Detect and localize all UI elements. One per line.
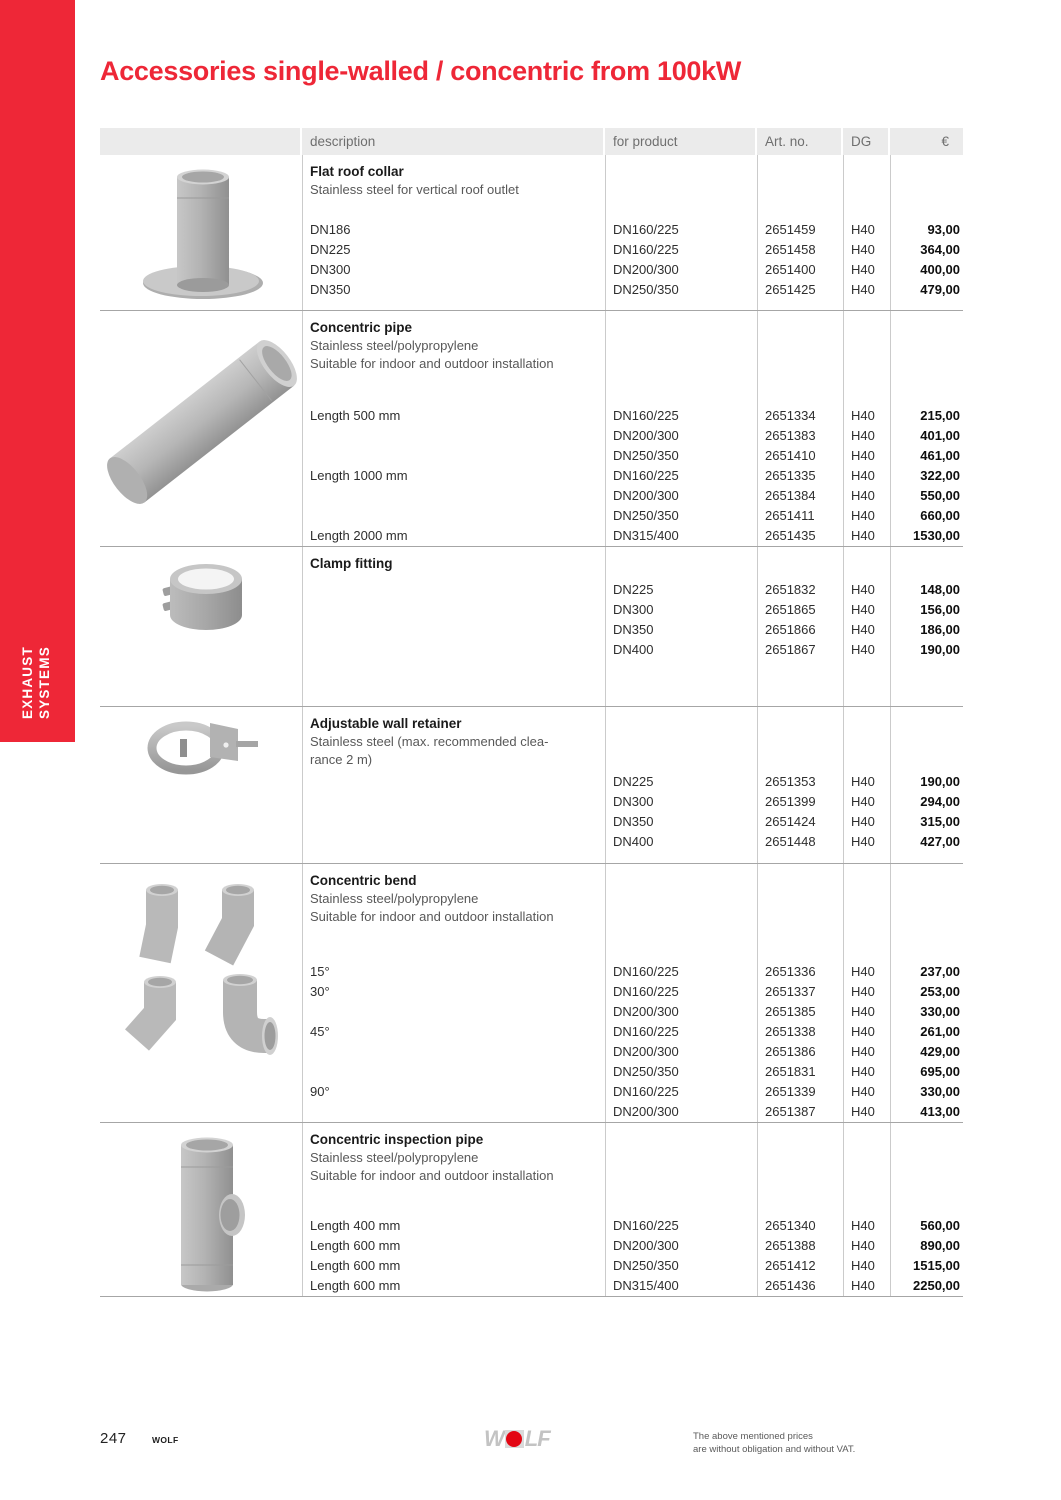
row-dg: H40 xyxy=(851,1238,875,1253)
row-art-no: 2651385 xyxy=(765,1004,816,1019)
row-dg: H40 xyxy=(851,984,875,999)
row-art-no: 2651436 xyxy=(765,1278,816,1293)
table-row xyxy=(302,220,963,240)
row-price: 560,00 xyxy=(920,1218,960,1233)
table-section xyxy=(100,706,963,863)
row-for-product: DN400 xyxy=(613,642,654,657)
row-price: 479,00 xyxy=(920,282,960,297)
row-for-product: DN315/400 xyxy=(613,528,679,543)
row-dg: H40 xyxy=(851,814,875,829)
row-description xyxy=(302,446,605,466)
row-art-no: 2651399 xyxy=(765,794,816,809)
row-price: 190,00 xyxy=(920,774,960,789)
row-art-no: 2651831 xyxy=(765,1064,816,1079)
row-description xyxy=(302,772,605,792)
table-row xyxy=(302,1236,963,1256)
row-description xyxy=(302,1042,605,1062)
row-dg: H40 xyxy=(851,262,875,277)
row-dg: H40 xyxy=(851,488,875,503)
row-art-no: 2651400 xyxy=(765,262,816,277)
header-description: description xyxy=(302,128,605,155)
row-price: 1515,00 xyxy=(913,1258,960,1273)
row-price: 413,00 xyxy=(920,1104,960,1119)
row-description: 45° xyxy=(310,1024,330,1039)
row-for-product: DN315/400 xyxy=(613,1278,679,1293)
row-description xyxy=(302,506,605,526)
row-for-product: DN400 xyxy=(613,834,654,849)
table-row xyxy=(302,1042,963,1062)
row-art-no: 2651384 xyxy=(765,488,816,503)
row-for-product: DN200/300 xyxy=(613,262,679,277)
row-description: DN350 xyxy=(310,282,351,297)
row-price: 186,00 xyxy=(920,622,960,637)
header-euro: € xyxy=(890,128,963,155)
row-art-no: 2651388 xyxy=(765,1238,816,1253)
row-description xyxy=(302,640,605,660)
product-image-concentric-bend xyxy=(100,864,302,1071)
row-description xyxy=(302,1002,605,1022)
row-price: 890,00 xyxy=(920,1238,960,1253)
section-head xyxy=(302,1123,963,1216)
row-art-no: 2651386 xyxy=(765,1044,816,1059)
row-dg: H40 xyxy=(851,528,875,543)
table-row xyxy=(302,466,963,486)
row-description: DN300 xyxy=(310,262,351,277)
row-description: DN225 xyxy=(310,242,351,257)
row-price: 253,00 xyxy=(920,984,960,999)
product-table xyxy=(100,128,963,1297)
table-row xyxy=(302,260,963,280)
section-subtitle: Stainless steel for vertical roof outlet xyxy=(310,182,519,197)
row-dg: H40 xyxy=(851,834,875,849)
row-price: 427,00 xyxy=(920,834,960,849)
section-subtitle: Suitable for indoor and outdoor installation xyxy=(310,1167,554,1183)
logo-letters-lf: LF xyxy=(524,1426,550,1451)
section-title: Flat roof collar xyxy=(310,164,404,179)
row-price: 1530,00 xyxy=(913,528,960,543)
row-dg: H40 xyxy=(851,1024,875,1039)
section-title: Adjustable wall retainer xyxy=(310,716,462,731)
row-price: 93,00 xyxy=(927,222,960,237)
row-for-product: DN250/350 xyxy=(613,448,679,463)
row-for-product: DN200/300 xyxy=(613,1104,679,1119)
row-art-no: 2651340 xyxy=(765,1218,816,1233)
row-price: 695,00 xyxy=(920,1064,960,1079)
row-description xyxy=(302,620,605,640)
row-price: 429,00 xyxy=(920,1044,960,1059)
table-header-row xyxy=(100,128,963,155)
row-description: Length 2000 mm xyxy=(310,528,408,543)
table-row xyxy=(302,1082,963,1102)
row-art-no: 2651387 xyxy=(765,1104,816,1119)
row-dg: H40 xyxy=(851,774,875,789)
section-subtitle: Suitable for indoor and outdoor installation xyxy=(310,908,554,924)
row-price: 330,00 xyxy=(920,1084,960,1099)
row-for-product: DN225 xyxy=(613,582,654,597)
row-dg: H40 xyxy=(851,602,875,617)
row-dg: H40 xyxy=(851,1044,875,1059)
row-dg: H40 xyxy=(851,794,875,809)
page-number: 247 xyxy=(100,1430,127,1447)
row-description: Length 500 mm xyxy=(310,408,401,423)
row-dg: H40 xyxy=(851,1218,875,1233)
row-dg: H40 xyxy=(851,582,875,597)
sidebar-label-line1: EXHAUST xyxy=(20,646,35,719)
row-dg: H40 xyxy=(851,964,875,979)
table-row xyxy=(302,240,963,260)
table-row xyxy=(302,406,963,426)
row-art-no: 2651337 xyxy=(765,984,816,999)
row-description xyxy=(302,792,605,812)
table-row xyxy=(302,1062,963,1082)
table-row xyxy=(302,620,963,640)
sidebar-tab xyxy=(0,0,75,742)
row-description: Length 1000 mm xyxy=(310,468,408,483)
row-for-product: DN200/300 xyxy=(613,1238,679,1253)
row-art-no: 2651832 xyxy=(765,582,816,597)
row-price: 2250,00 xyxy=(913,1278,960,1293)
row-for-product: DN200/300 xyxy=(613,1004,679,1019)
row-dg: H40 xyxy=(851,468,875,483)
section-head xyxy=(302,547,963,580)
section-title: Concentric pipe xyxy=(310,320,413,335)
table-row xyxy=(302,1276,963,1296)
table-body xyxy=(100,155,963,1297)
table-section xyxy=(100,310,963,546)
row-description: 30° xyxy=(310,984,330,999)
row-for-product: DN160/225 xyxy=(613,222,679,237)
row-for-product: DN160/225 xyxy=(613,964,679,979)
section-title: Concentric inspection pipe xyxy=(310,1132,484,1147)
section-head xyxy=(302,707,963,772)
section-subtitle: Stainless steel/polypropylene xyxy=(310,338,479,353)
row-art-no: 2651867 xyxy=(765,642,816,657)
row-description xyxy=(302,1062,605,1082)
logo-letter-w: W xyxy=(484,1426,504,1451)
row-art-no: 2651353 xyxy=(765,774,816,789)
row-for-product: DN250/350 xyxy=(613,1064,679,1079)
table-row xyxy=(302,1216,963,1236)
table-row xyxy=(302,1102,963,1122)
row-dg: H40 xyxy=(851,1004,875,1019)
row-art-no: 2651424 xyxy=(765,814,816,829)
table-row xyxy=(302,792,963,812)
row-art-no: 2651339 xyxy=(765,1084,816,1099)
row-dg: H40 xyxy=(851,1258,875,1273)
section-title: Concentric bend xyxy=(310,873,417,888)
row-dg: H40 xyxy=(851,428,875,443)
row-art-no: 2651411 xyxy=(765,508,815,523)
row-art-no: 2651410 xyxy=(765,448,816,463)
row-dg: H40 xyxy=(851,622,875,637)
table-row xyxy=(302,772,963,792)
table-row xyxy=(302,446,963,466)
product-image-flat-roof-collar xyxy=(100,155,302,310)
row-for-product: DN200/300 xyxy=(613,488,679,503)
table-row xyxy=(302,580,963,600)
row-description xyxy=(302,812,605,832)
row-dg: H40 xyxy=(851,242,875,257)
row-for-product: DN250/350 xyxy=(613,508,679,523)
row-for-product: DN350 xyxy=(613,814,654,829)
row-price: 156,00 xyxy=(920,602,960,617)
row-for-product: DN160/225 xyxy=(613,408,679,423)
table-row xyxy=(302,982,963,1002)
row-price: 364,00 xyxy=(920,242,960,257)
section-subtitle: Stainless steel/polypropylene xyxy=(310,1150,479,1165)
row-art-no: 2651338 xyxy=(765,1024,816,1039)
section-title: Clamp fitting xyxy=(310,556,393,571)
row-price: 261,00 xyxy=(920,1024,960,1039)
row-description: Length 600 mm xyxy=(310,1238,401,1253)
row-for-product: DN160/225 xyxy=(613,1084,679,1099)
table-row xyxy=(302,962,963,982)
row-for-product: DN200/300 xyxy=(613,428,679,443)
row-price: 215,00 xyxy=(920,408,960,423)
row-description: Length 600 mm xyxy=(310,1278,401,1293)
row-description xyxy=(302,832,605,852)
row-dg: H40 xyxy=(851,222,875,237)
section-head xyxy=(302,311,963,406)
row-price: 190,00 xyxy=(920,642,960,657)
row-description xyxy=(302,1102,605,1122)
row-for-product: DN160/225 xyxy=(613,1024,679,1039)
row-dg: H40 xyxy=(851,282,875,297)
table-section xyxy=(100,863,963,1122)
section-subtitle: Suitable for indoor and outdoor installation xyxy=(310,355,554,371)
product-image-inspection-pipe xyxy=(100,1123,302,1300)
row-art-no: 2651459 xyxy=(765,222,816,237)
section-subtitle: Stainless steel (max. recommended clea- xyxy=(310,734,549,749)
row-art-no: 2651334 xyxy=(765,408,816,423)
row-description: Length 600 mm xyxy=(310,1258,401,1273)
row-price: 322,00 xyxy=(920,468,960,483)
row-for-product: DN160/225 xyxy=(613,1218,679,1233)
table-row xyxy=(302,1022,963,1042)
product-image-concentric-pipe xyxy=(100,311,302,522)
row-for-product: DN160/225 xyxy=(613,242,679,257)
row-dg: H40 xyxy=(851,408,875,423)
row-price: 330,00 xyxy=(920,1004,960,1019)
row-for-product: DN160/225 xyxy=(613,468,679,483)
row-description: 15° xyxy=(310,964,330,979)
row-dg: H40 xyxy=(851,642,875,657)
row-description xyxy=(302,600,605,620)
row-art-no: 2651336 xyxy=(765,964,816,979)
header-art-no: Art. no. xyxy=(757,128,843,155)
price-disclaimer-line2: are without obligation and without VAT. xyxy=(693,1443,856,1455)
row-dg: H40 xyxy=(851,1064,875,1079)
product-image-wall-retainer xyxy=(100,707,302,782)
table-row xyxy=(302,812,963,832)
table-section xyxy=(100,1122,963,1296)
row-for-product: DN250/350 xyxy=(613,1258,679,1273)
row-for-product: DN300 xyxy=(613,602,654,617)
table-section xyxy=(100,155,963,310)
section-head xyxy=(302,155,963,220)
sidebar-label xyxy=(19,629,55,719)
row-for-product: DN160/225 xyxy=(613,984,679,999)
row-description xyxy=(302,486,605,506)
row-art-no: 2651412 xyxy=(765,1258,816,1273)
row-dg: H40 xyxy=(851,1278,875,1293)
row-for-product: DN225 xyxy=(613,774,654,789)
row-price: 315,00 xyxy=(920,814,960,829)
row-description xyxy=(302,426,605,446)
row-art-no: 2651458 xyxy=(765,242,816,257)
table-row xyxy=(302,1256,963,1276)
table-row xyxy=(302,1002,963,1022)
row-dg: H40 xyxy=(851,1104,875,1119)
row-art-no: 2651383 xyxy=(765,428,816,443)
row-art-no: 2651335 xyxy=(765,468,816,483)
row-price: 148,00 xyxy=(920,582,960,597)
row-price: 401,00 xyxy=(920,428,960,443)
table-row xyxy=(302,280,963,300)
table-row xyxy=(302,486,963,506)
table-row xyxy=(302,640,963,660)
row-dg: H40 xyxy=(851,508,875,523)
table-row xyxy=(302,832,963,852)
product-image-clamp-fitting xyxy=(100,547,302,650)
header-for-product: for product xyxy=(605,128,757,155)
row-price: 550,00 xyxy=(920,488,960,503)
row-description: 90° xyxy=(310,1084,330,1099)
row-dg: H40 xyxy=(851,1084,875,1099)
row-price: 294,00 xyxy=(920,794,960,809)
row-art-no: 2651435 xyxy=(765,528,816,543)
table-row xyxy=(302,600,963,620)
table-section xyxy=(100,546,963,706)
brand-name: WOLF xyxy=(152,1435,179,1445)
header-dg: DG xyxy=(843,128,890,155)
wolf-logo xyxy=(484,1426,550,1452)
row-for-product: DN200/300 xyxy=(613,1044,679,1059)
row-art-no: 2651866 xyxy=(765,622,816,637)
table-row xyxy=(302,426,963,446)
row-for-product: DN300 xyxy=(613,794,654,809)
price-disclaimer xyxy=(693,1431,855,1456)
sidebar-label-line2: SYSTEMS xyxy=(37,646,52,719)
logo-red-dot-icon xyxy=(506,1431,522,1447)
row-price: 237,00 xyxy=(920,964,960,979)
header-image-column xyxy=(100,128,302,155)
row-art-no: 2651425 xyxy=(765,282,816,297)
table-row xyxy=(302,506,963,526)
row-price: 461,00 xyxy=(920,448,960,463)
row-description: Length 400 mm xyxy=(310,1218,401,1233)
row-description: DN186 xyxy=(310,222,351,237)
row-price: 400,00 xyxy=(920,262,960,277)
price-disclaimer-line1: The above mentioned prices xyxy=(693,1431,813,1442)
logo-o-icon xyxy=(505,1430,524,1448)
row-art-no: 2651448 xyxy=(765,834,816,849)
row-for-product: DN250/350 xyxy=(613,282,679,297)
section-subtitle: rance 2 m) xyxy=(310,751,373,767)
row-price: 660,00 xyxy=(920,508,960,523)
table-row xyxy=(302,526,963,546)
section-head xyxy=(302,864,963,962)
row-dg: H40 xyxy=(851,448,875,463)
row-description xyxy=(302,580,605,600)
row-art-no: 2651865 xyxy=(765,602,816,617)
section-subtitle: Stainless steel/polypropylene xyxy=(310,891,479,906)
row-for-product: DN350 xyxy=(613,622,654,637)
page-title: Accessories single-walled / concentric from 100kW xyxy=(100,56,742,86)
